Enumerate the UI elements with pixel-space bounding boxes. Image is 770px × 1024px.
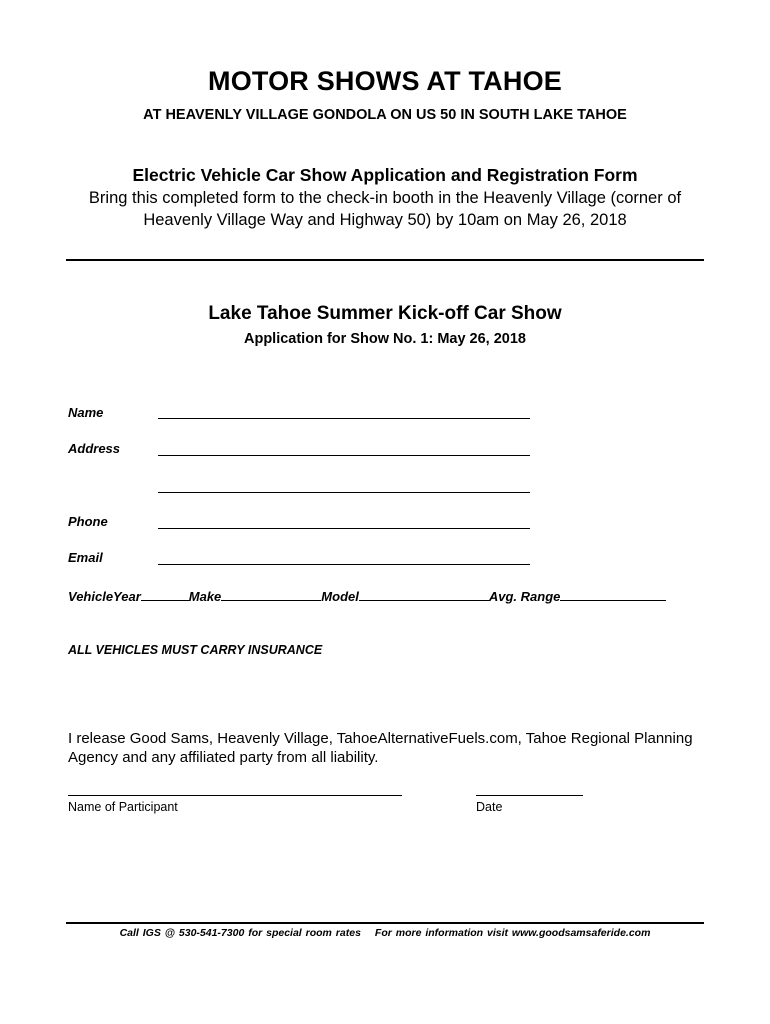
date-line[interactable] — [476, 795, 583, 796]
vehicle-model-field[interactable] — [359, 588, 489, 601]
intro-text — [0, 187, 770, 231]
footer-divider — [66, 922, 704, 924]
document-title: MOTOR SHOWS AT TAHOE — [208, 66, 562, 96]
vehicle-model-label: Model — [321, 589, 359, 604]
vehicle-range-field[interactable] — [560, 588, 666, 601]
name-label: Name — [68, 405, 104, 420]
address-label: Address — [68, 441, 121, 456]
email-field[interactable] — [158, 564, 530, 565]
vehicle-make-label: Make — [188, 589, 222, 604]
footer-more-info: For more information visit www.goodsamsaferide.com — [374, 927, 651, 939]
phone-field[interactable] — [158, 528, 530, 529]
vehicle-make-field[interactable] — [221, 588, 321, 601]
intro-line-1: Bring this completed form to the check-in booth in the Heavenly Village (corner of — [88, 189, 682, 207]
vehicle-row — [68, 588, 666, 604]
address-field-line-2[interactable] — [158, 492, 530, 493]
footer-room-rates: Call IGS @ 530-541-7300 for special room rates — [119, 927, 361, 939]
address-field-line-1[interactable] — [158, 455, 530, 456]
footer — [0, 927, 770, 939]
participant-signature-label: Name of Participant — [68, 800, 178, 814]
vehicle-range-label: Avg. Range — [488, 589, 561, 604]
name-field[interactable] — [158, 418, 530, 419]
email-label: Email — [68, 550, 103, 565]
vehicle-year-label: VehicleYear — [68, 589, 141, 604]
liability-release-text: I release Good Sams, Heavenly Village, TahoeAlternativeFuels.com, Tahoe Regional Planning Agency and any affiliated party from all liability. — [68, 730, 693, 766]
section-divider — [66, 259, 704, 261]
insurance-notice: ALL VEHICLES MUST CARRY INSURANCE — [68, 643, 323, 657]
show-title: Lake Tahoe Summer Kick-off Car Show — [208, 303, 562, 324]
participant-signature-line[interactable] — [68, 795, 402, 796]
vehicle-year-field[interactable] — [141, 588, 189, 601]
show-subtitle: Application for Show No. 1: May 26, 2018 — [243, 331, 526, 347]
phone-label: Phone — [68, 514, 108, 529]
intro-line-2: Heavenly Village Way and Highway 50) by 10am on May 26, 2018 — [143, 211, 627, 229]
date-label: Date — [476, 800, 503, 814]
document-subtitle: AT HEAVENLY VILLAGE GONDOLA ON US 50 IN SOUTH LAKE TAHOE — [143, 107, 627, 123]
form-heading: Electric Vehicle Car Show Application and Registration Form — [132, 165, 638, 185]
